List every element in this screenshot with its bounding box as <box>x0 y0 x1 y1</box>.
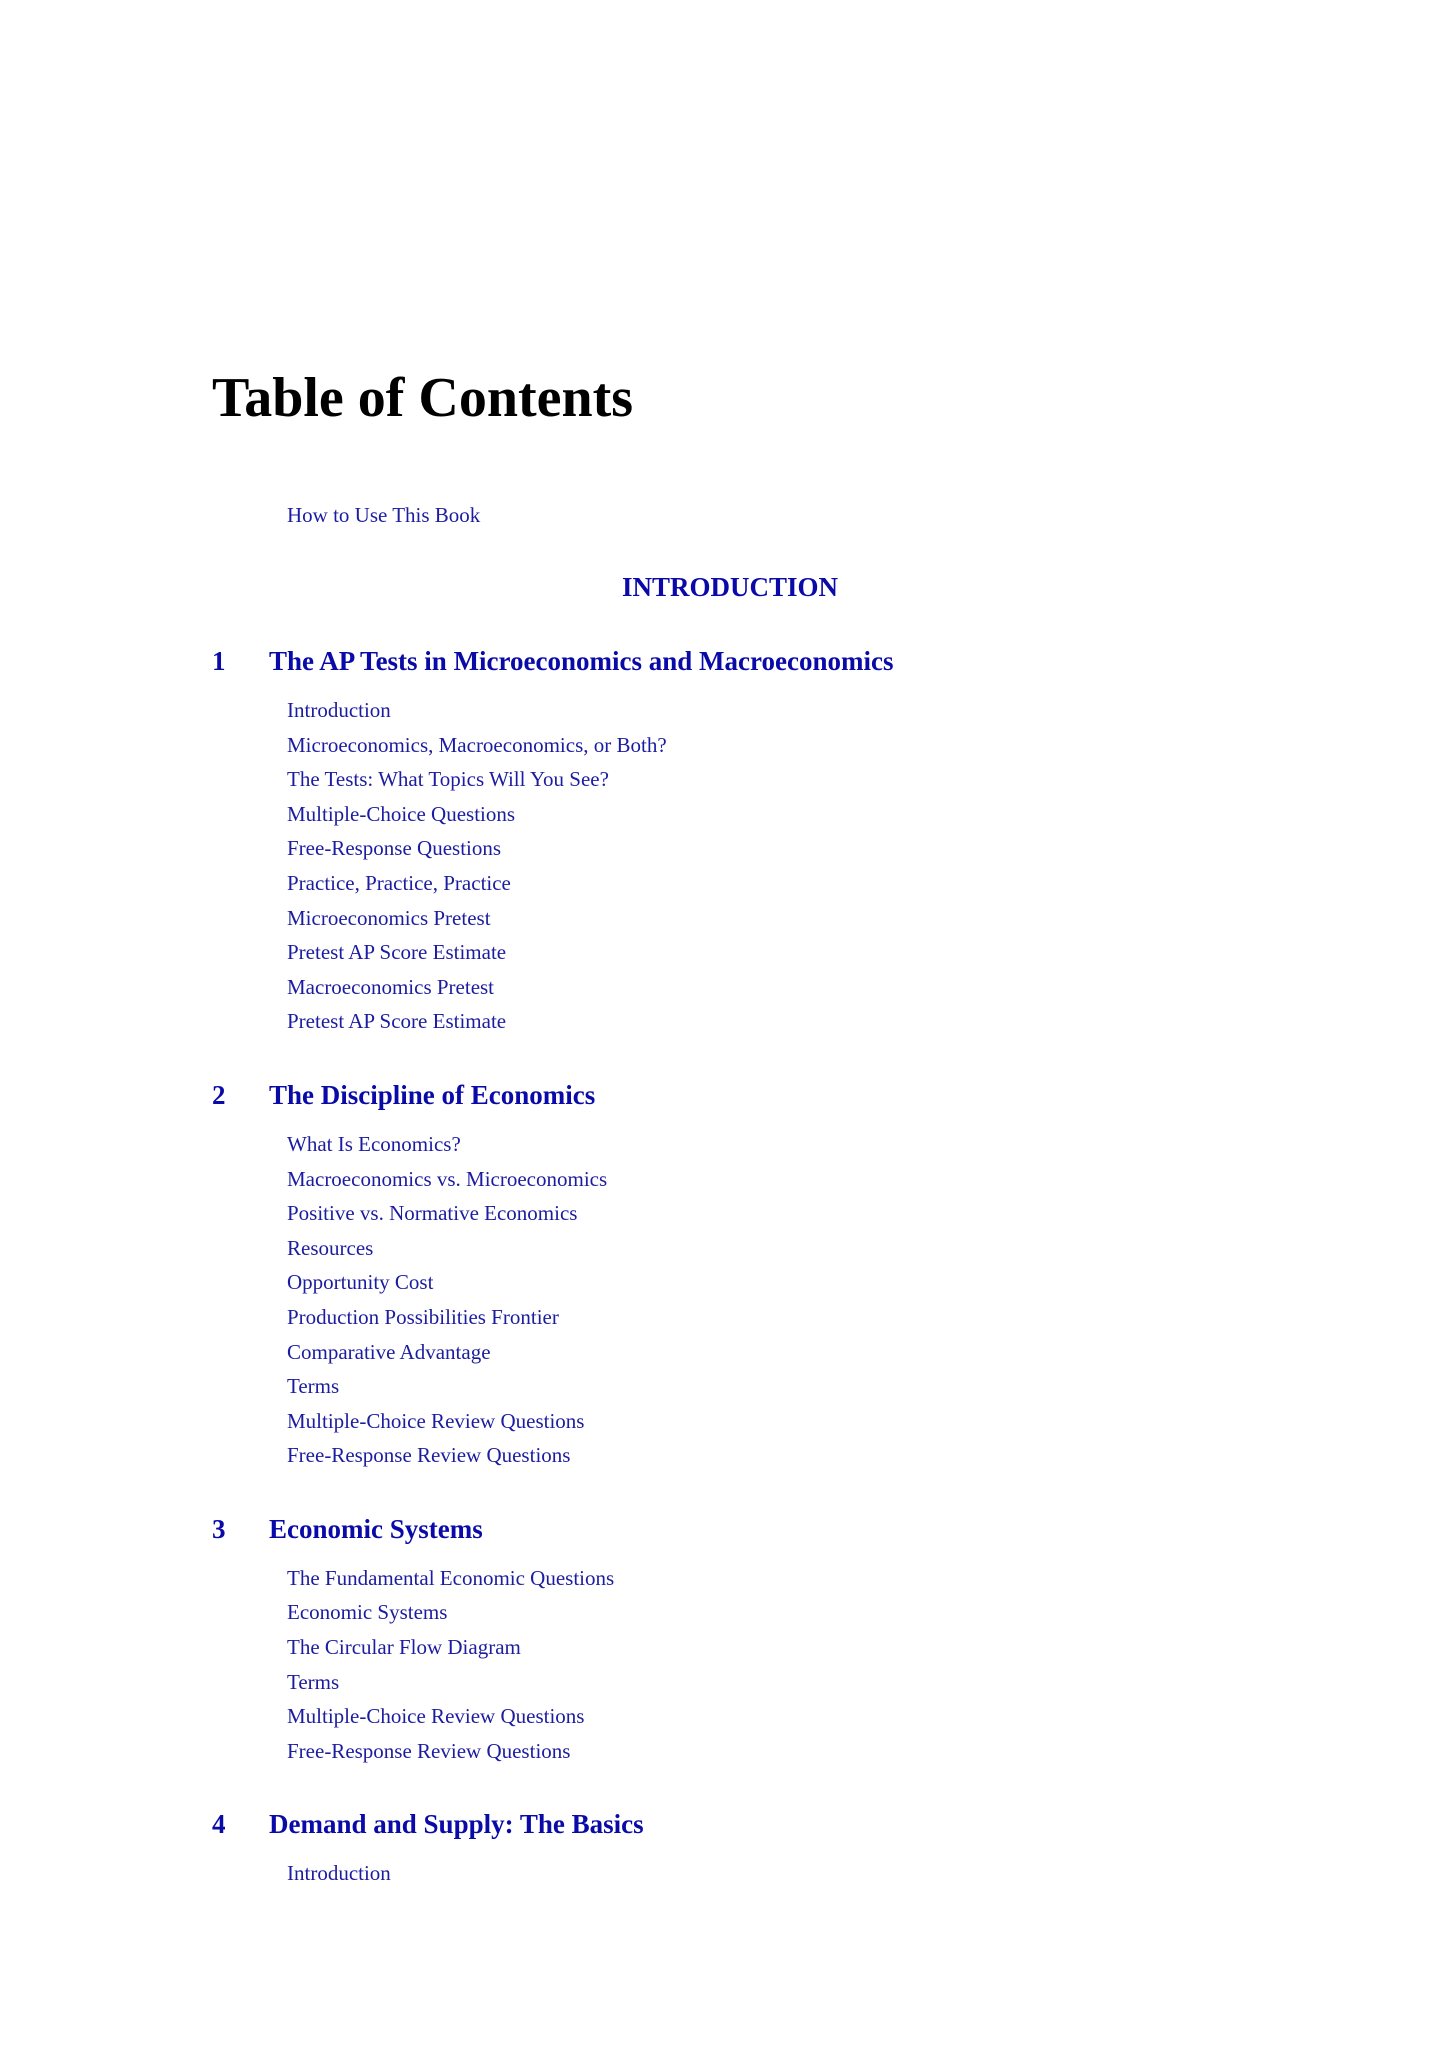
toc-entry[interactable]: Resources <box>287 1235 374 1260</box>
chapter-number: 2 <box>212 1079 226 1110</box>
toc-entry[interactable]: Multiple-Choice Review Questions <box>287 1704 585 1729</box>
toc-entry[interactable]: Macroeconomics Pretest <box>287 974 495 999</box>
chapter-number: 4 <box>212 1809 226 1840</box>
toc-entry[interactable]: Pretest AP Score Estimate <box>287 940 507 965</box>
chapter-heading[interactable] <box>212 1807 1312 1842</box>
toc-entry[interactable]: Terms <box>287 1374 340 1399</box>
chapter-title[interactable]: Demand and Supply: The Basics <box>269 1809 644 1840</box>
toc-entry[interactable]: Multiple-Choice Questions <box>287 801 516 826</box>
chapter-title[interactable]: The Discipline of Economics <box>269 1079 596 1110</box>
toc-entry[interactable]: The Circular Flow Diagram <box>287 1635 521 1660</box>
page-title: Table of Contents <box>212 367 634 429</box>
chapter-entries <box>212 693 1312 1039</box>
toc-entry[interactable]: Pretest AP Score Estimate <box>287 1009 507 1034</box>
toc-entry[interactable]: Introduction <box>287 1861 391 1886</box>
chapter-number: 1 <box>212 646 226 676</box>
chapter-heading[interactable] <box>212 1078 1312 1113</box>
toc-list <box>212 644 1312 1930</box>
toc-entry[interactable]: Free-Response Review Questions <box>287 1738 571 1763</box>
toc-link-how-to-use[interactable]: How to Use This Book <box>287 503 481 527</box>
chapter-number: 3 <box>212 1513 226 1544</box>
chapter-title[interactable]: Economic Systems <box>269 1513 483 1544</box>
chapter <box>212 644 1312 1039</box>
toc-entry[interactable]: Economic Systems <box>287 1600 448 1625</box>
toc-entry[interactable]: What Is Economics? <box>287 1131 461 1156</box>
toc-entry[interactable]: The Fundamental Economic Questions <box>287 1565 615 1590</box>
toc-entry[interactable]: Macroeconomics vs. Microeconomics <box>287 1166 608 1191</box>
toc-entry[interactable]: Comparative Advantage <box>287 1339 491 1364</box>
chapter-title[interactable]: The AP Tests in Microeconomics and Macroeconomics <box>269 646 894 676</box>
chapter-entries <box>212 1856 1312 1891</box>
toc-entry[interactable]: Opportunity Cost <box>287 1270 434 1295</box>
chapter <box>212 1078 1312 1473</box>
toc-entry[interactable]: Terms <box>287 1669 340 1694</box>
toc-entry[interactable]: Introduction <box>287 698 391 722</box>
toc-entry[interactable]: Practice, Practice, Practice <box>287 870 511 895</box>
chapter-entries <box>212 1561 1312 1769</box>
part-heading[interactable]: INTRODUCTION <box>621 572 839 602</box>
toc-entry[interactable]: Free-Response Review Questions <box>287 1443 571 1468</box>
toc-entry[interactable]: The Tests: What Topics Will You See? <box>287 767 609 792</box>
toc-entry[interactable]: Microeconomics, Macroeconomics, or Both? <box>287 732 667 757</box>
toc-entry[interactable]: Positive vs. Normative Economics <box>287 1201 578 1226</box>
toc-entry[interactable]: Multiple-Choice Review Questions <box>287 1408 585 1433</box>
chapter <box>212 1807 1312 1891</box>
toc-entry[interactable]: Production Possibilities Frontier <box>287 1304 559 1329</box>
toc-entry[interactable]: Microeconomics Pretest <box>287 905 491 930</box>
chapter-heading[interactable] <box>212 644 1312 679</box>
chapter-entries <box>212 1127 1312 1473</box>
chapter <box>212 1512 1312 1769</box>
toc-entry[interactable]: Free-Response Questions <box>287 836 502 861</box>
chapter-heading[interactable] <box>212 1512 1312 1547</box>
